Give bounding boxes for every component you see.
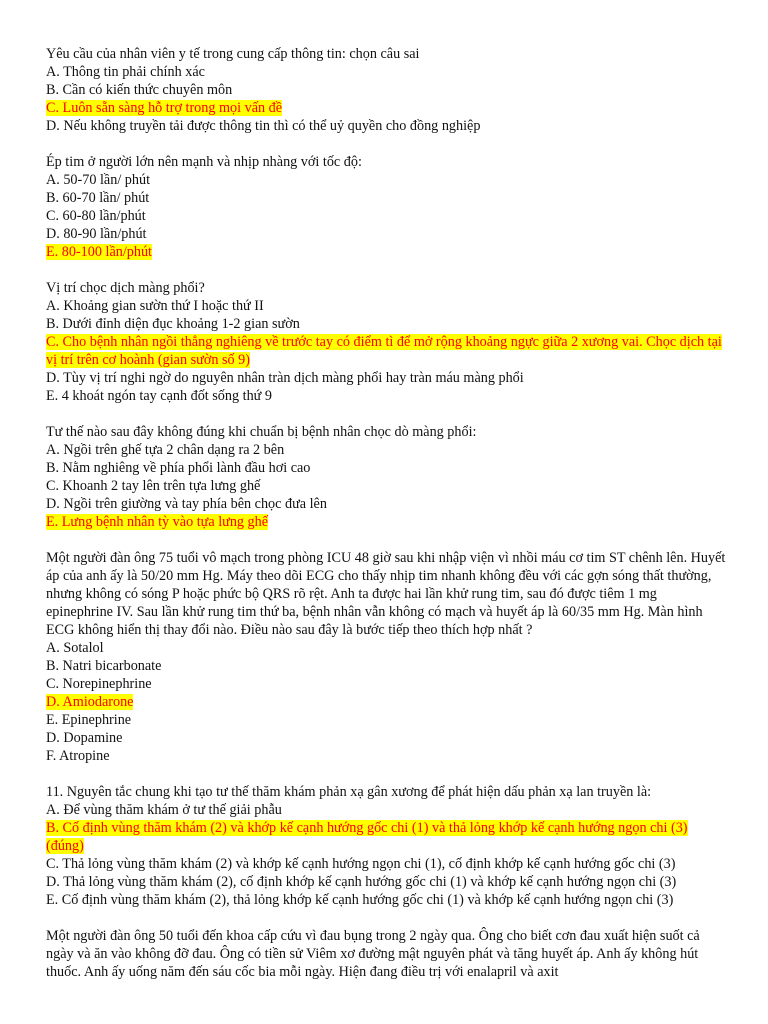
answer-option: E. Epinephrine xyxy=(46,712,132,728)
answer-option: B. Nằm nghiêng về phía phổi lành đầu hơi cao xyxy=(46,460,311,476)
correct-answer-highlight: C. Luôn sẵn sàng hỗ trợ trong mọi vấn đề xyxy=(46,100,283,116)
question-block xyxy=(46,423,726,531)
answer-option: A. 50-70 lần/ phút xyxy=(46,172,151,188)
correct-answer-highlight: E. 80-100 lần/phút xyxy=(46,244,152,260)
answer-option: C. Thả lỏng vùng thăm khám (2) và khớp kế cạnh hướng ngọn chi (1), cố định khớp kế cạnh hướng gốc chi (3) xyxy=(46,856,676,872)
answer-option: A. Ngồi trên ghế tựa 2 chân dạng ra 2 bên xyxy=(46,442,285,458)
answer-option: D. Ngồi trên giường và tay phía bên chọc đưa lên xyxy=(46,496,327,512)
answer-option: B. Dưới đỉnh diện đục khoảng 1-2 gian sườn xyxy=(46,316,300,332)
answer-option: A. Để vùng thăm khám ở tư thế giải phẫu xyxy=(46,802,282,818)
answer-option: B. Natri bicarbonate xyxy=(46,658,162,674)
question-stem: Một người đàn ông 50 tuổi đến khoa cấp cứu vì đau bụng trong 2 ngày qua. Ông cho biết cơn đau xuất hiện suốt cả ngày và ăn vào không đỡ đau. Ông có tiền sử Viêm xơ đường mật nguyên phát và tăng huyết áp. Anh ấy không hút thuốc. Anh ấy uống năm đến sáu cốc bia mỗi ngày. Hiện đang điều trị với enalapril và axit xyxy=(46,928,700,980)
answer-option-highlighted xyxy=(46,513,726,531)
question-block xyxy=(46,927,726,981)
question-stem: Một người đàn ông 75 tuổi vô mạch trong phòng ICU 48 giờ sau khi nhập viện vì nhồi máu cơ tim ST chênh lên. Huyết áp của anh ấy là 50/20 mm Hg. Máy theo dõi ECG cho thấy nhịp tim nhanh không đều với các gợn sóng thất thường, nhưng không có sóng P hoặc phức bộ QRS rõ rệt. Anh ta được hai lần khử rung tim, sau đó được tiêm 1 mg epinephrine IV. Sau lần khử rung tim thứ ba, bệnh nhân vẫn không có mạch và huyết áp là 60/35 mm Hg. Màn hình ECG không hiển thị thay đổi nào. Điều nào sau đây là bước tiếp theo thích hợp nhất ? xyxy=(46,550,726,638)
answer-option: D. Tùy vị trí nghi ngờ do nguyên nhân tràn dịch màng phổi hay tràn máu màng phổi xyxy=(46,370,524,386)
document-page xyxy=(46,45,726,999)
answer-option-highlighted xyxy=(46,99,726,117)
question-stem: Ép tim ở người lớn nên mạnh và nhịp nhàng với tốc độ: xyxy=(46,154,362,170)
question-block xyxy=(46,279,726,405)
answer-option: A. Khoảng gian sườn thứ I hoặc thứ II xyxy=(46,298,264,314)
answer-option-highlighted xyxy=(46,819,726,855)
question-block xyxy=(46,549,726,765)
question-block xyxy=(46,153,726,261)
question-stem: 11. Nguyên tắc chung khi tạo tư thế thăm khám phản xạ gân xương để phát hiện dấu phản xạ lan truyền là: xyxy=(46,784,652,800)
answer-option-highlighted xyxy=(46,693,726,711)
question-stem: Yêu cầu của nhân viên y tế trong cung cấp thông tin: chọn câu sai xyxy=(46,46,420,62)
question-stem: Tư thế nào sau đây không đúng khi chuẩn bị bệnh nhân chọc dò màng phổi: xyxy=(46,424,477,440)
answer-option: C. Norepinephrine xyxy=(46,676,152,692)
question-stem: Vị trí chọc dịch màng phổi? xyxy=(46,280,205,296)
answer-option: E. Cố định vùng thăm khám (2), thả lỏng khớp kế cạnh hướng gốc chi (1) và khớp kế cạnh hướng ngọn chi (3) xyxy=(46,892,674,908)
correct-answer-highlight: B. Cố định vùng thăm khám (2) và khớp kế cạnh hướng gốc chi (1) và thả lỏng khớp kế cạnh hướng ngọn chi (3) (đúng) xyxy=(46,820,688,854)
answer-option: A. Sotalol xyxy=(46,640,104,656)
answer-option: B. Cần có kiến thức chuyên môn xyxy=(46,82,233,98)
answer-option-highlighted xyxy=(46,333,726,369)
correct-answer-highlight: E. Lưng bệnh nhân tỳ vào tựa lưng ghế xyxy=(46,514,269,530)
answer-option: D. Nếu không truyền tải được thông tin thì có thể uỷ quyền cho đồng nghiệp xyxy=(46,118,481,134)
answer-option: D. Dopamine xyxy=(46,730,123,746)
answer-option: D. Thả lỏng vùng thăm khám (2), cố định khớp kế cạnh hướng gốc chi (1) và khớp kế cạnh hướng ngọn chi (3) xyxy=(46,874,677,890)
correct-answer-highlight: C. Cho bệnh nhân ngồi thẳng nghiêng về trước tay có điểm tì để mở rộng khoảng ngực giữa 2 xương vai. Chọc dịch tại vị trí trên cơ hoành (gian sườn số 9) xyxy=(46,334,722,368)
question-block xyxy=(46,45,726,135)
answer-option: F. Atropine xyxy=(46,748,110,764)
answer-option: A. Thông tin phải chính xác xyxy=(46,64,205,80)
answer-option: C. 60-80 lần/phút xyxy=(46,208,146,224)
answer-option-highlighted xyxy=(46,243,726,261)
question-block xyxy=(46,783,726,909)
answer-option: E. 4 khoát ngón tay cạnh đốt sống thứ 9 xyxy=(46,388,272,404)
answer-option: C. Khoanh 2 tay lên trên tựa lưng ghế xyxy=(46,478,261,494)
answer-option: D. 80-90 lần/phút xyxy=(46,226,147,242)
correct-answer-highlight: D. Amiodarone xyxy=(46,694,134,710)
answer-option: B. 60-70 lần/ phút xyxy=(46,190,150,206)
